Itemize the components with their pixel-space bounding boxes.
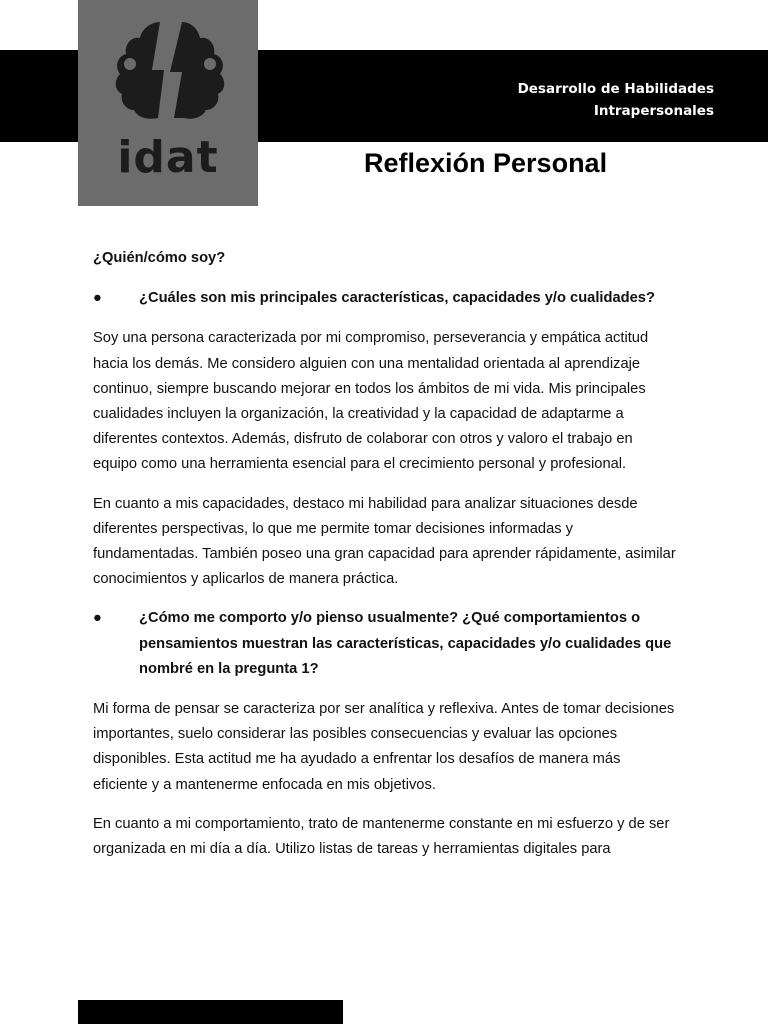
course-title: [414, 78, 714, 122]
question-1: [93, 286, 677, 311]
answer-paragraph: En cuanto a mis capacidades, destaco mi habilidad para analizar situaciones desde diferentes perspectivas, lo que me permite tomar decisiones informadas y fundamentadas. También poseo una gran capacidad para aprender rápidamente, asimilar conocimientos y aplicarlos de manera práctica.: [93, 495, 676, 588]
course-title-line2: Intrapersonales: [593, 103, 714, 119]
logo: [78, 0, 258, 206]
page-title: Reflexión Personal: [364, 148, 608, 178]
answer-paragraph: Mi forma de pensar se caracteriza por ser analítica y reflexiva. Antes de tomar decisiones importantes, suelo considerar las posibles consecuencias y evaluar las opciones disponibles. Esta actitud me ha ayudado a enfrentar los desafíos de manera más eficiente y a mantenerme enfocada en mis objetivos.: [93, 701, 675, 793]
question-2-text: ¿Cómo me comporto y/o pienso usualmente? ¿Qué comportamientos o pensamientos muestran las características, capacidades y/o cualidades que nombré en la pregunta 1?: [139, 610, 672, 677]
bullet: ●: [93, 290, 102, 307]
question-2: [93, 606, 677, 682]
section-heading: ¿Quién/cómo soy?: [93, 250, 226, 266]
document-body: [93, 246, 677, 876]
answer-paragraph: En cuanto a mi comportamiento, trato de mantenerme constante en mi esfuerzo y de ser organizada en mi día a día. Utilizo listas de tareas y herramientas digitales para: [93, 815, 670, 858]
logo-text: idat: [117, 132, 219, 183]
footer-bar: [78, 1000, 343, 1024]
course-title-line1: Desarrollo de Habilidades: [517, 81, 714, 97]
question-1-text: ¿Cuáles son mis principales características, capacidades y/o cualidades?: [139, 290, 655, 307]
answer-paragraph: Soy una persona caracterizada por mi compromiso, perseverancia y empática actitud hacia los demás. Me considero alguien con una mentalidad orientada al aprendizaje continuo, siempre buscando mejorar en todos los ámbitos de mi vida. Mis principales cualidades incluyen la organización, la creatividad y la capacidad de adaptarme a diferentes contextos. Además, disfruto de colaborar con otros y valoro el trabajo en equipo como una herramienta esencial para el crecimiento personal y profesional.: [93, 330, 649, 473]
bullet: ●: [93, 610, 102, 627]
